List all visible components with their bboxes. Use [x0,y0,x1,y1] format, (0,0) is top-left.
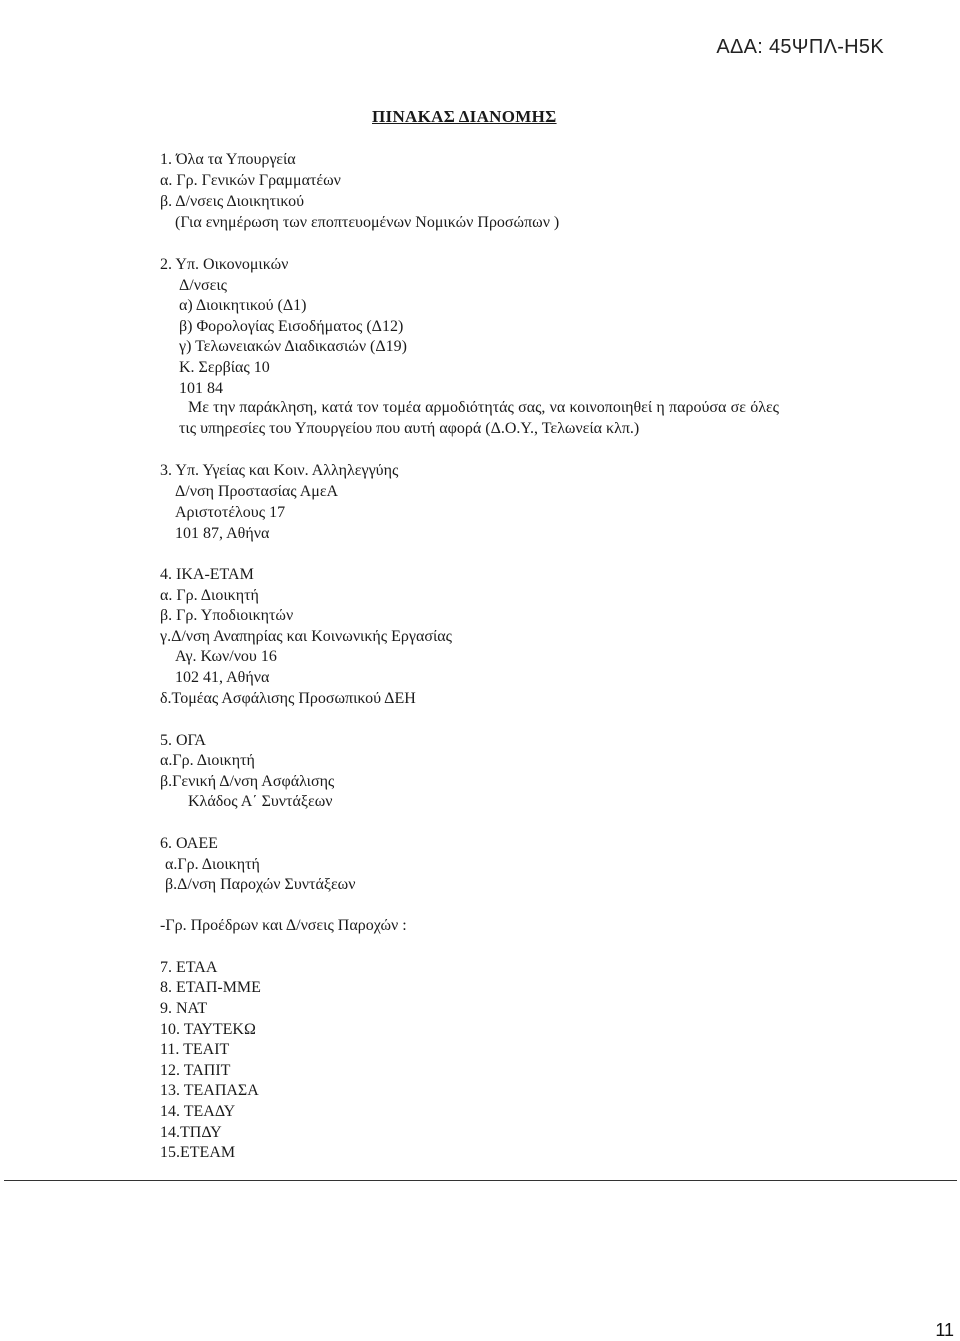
list-item: 14. ΤΕΑΔΥ [160,1103,236,1120]
list-item: α. Γρ. Διοικητή [160,587,259,604]
list-item: β.Δ/νση Παροχών Συντάξεων [165,876,356,893]
list-item: 9. ΝΑΤ [160,1000,208,1017]
ada-code: ΑΔΑ: 45ΨΠΛ-Η5Κ [716,36,884,58]
list-item: α. Γρ. Γενικών Γραμματέων [160,172,341,189]
list-item: 3. Υπ. Υγείας και Κοιν. Αλληλεγγύης [160,462,399,479]
list-item: 4. ΙΚΑ-ΕΤΑΜ [160,566,254,583]
list-item: 13. ΤΕΑΠΑΣΑ [160,1082,259,1099]
list-item: α.Γρ. Διοικητή [165,856,260,873]
list-item: β. Γρ. Υποδιοικητών [160,607,294,624]
list-item: 5. ΟΓΑ [160,732,206,749]
list-item: 15.ΕΤΕΑΜ [160,1144,236,1161]
list-item: Αριστοτέλους 17 [175,504,286,521]
list-item: 2. Υπ. Οικονομικών [160,256,289,273]
list-item: 8. ΕΤΑΠ-ΜΜΕ [160,979,261,996]
document-title: ΠΙΝΑΚΑΣ ΔΙΑΝΟΜΗΣ [372,107,557,126]
list-item: Δ/νσεις [179,277,227,294]
list-item: Κ. Σερβίας 10 [179,359,270,376]
list-item: γ) Τελωνειακών Διαδικασιών (Δ19) [179,338,407,355]
list-item: Δ/νση Προστασίας ΑμεΑ [175,483,339,500]
list-item: 6. ΟΑΕΕ [160,835,218,852]
list-item: α.Γρ. Διοικητή [160,752,255,769]
instruction-paragraph: Με την παράκληση, κατά τον τομέα αρμοδιότητάς σας, να κοινοποιηθεί η παρούσα σε όλες τις υπηρεσίες του Υπουργείου που αυτή αφορά (Δ.Ο.Υ., Τελωνεία κλπ.) [179,399,779,437]
page-number: 11 [935,1320,954,1340]
list-item: γ.Δ/νση Αναπηρίας και Κοινωνικής Εργασίας [160,628,452,645]
list-item: 102 41, Αθήνα [175,669,270,686]
list-item: β. Δ/νσεις Διοικητικού [160,193,305,210]
list-item: 101 84 [179,380,223,397]
list-item: 7. ΕΤΑΑ [160,959,218,976]
list-item: 10. ΤΑΥΤΕΚΩ [160,1021,256,1038]
list-item: β.Γενική Δ/νση Ασφάλισης [160,773,335,790]
list-item: δ.Τομέας Ασφάλισης Προσωπικού ΔΕΗ [160,690,416,707]
list-item: -Γρ. Προέδρων και Δ/νσεις Παροχών : [160,917,407,934]
list-item: Κλάδος Α΄ Συντάξεων [188,793,333,810]
footer-divider [4,1180,957,1181]
list-item: α) Διοικητικού (Δ1) [179,297,307,314]
list-item: β) Φορολογίας Εισοδήματος (Δ12) [179,318,404,335]
list-item: 1. Όλα τα Υπουργεία [160,151,296,168]
list-item: 12. ΤΑΠΙΤ [160,1062,231,1079]
list-item: 11. ΤΕΑΙΤ [160,1041,230,1058]
list-item: (Για ενημέρωση των εποπτευομένων Νομικών Προσώπων ) [175,214,560,231]
list-item: 101 87, Αθήνα [175,525,270,542]
list-item: 14.ΤΠΔΥ [160,1124,222,1141]
list-item: Αγ. Κων/νου 16 [175,648,277,665]
